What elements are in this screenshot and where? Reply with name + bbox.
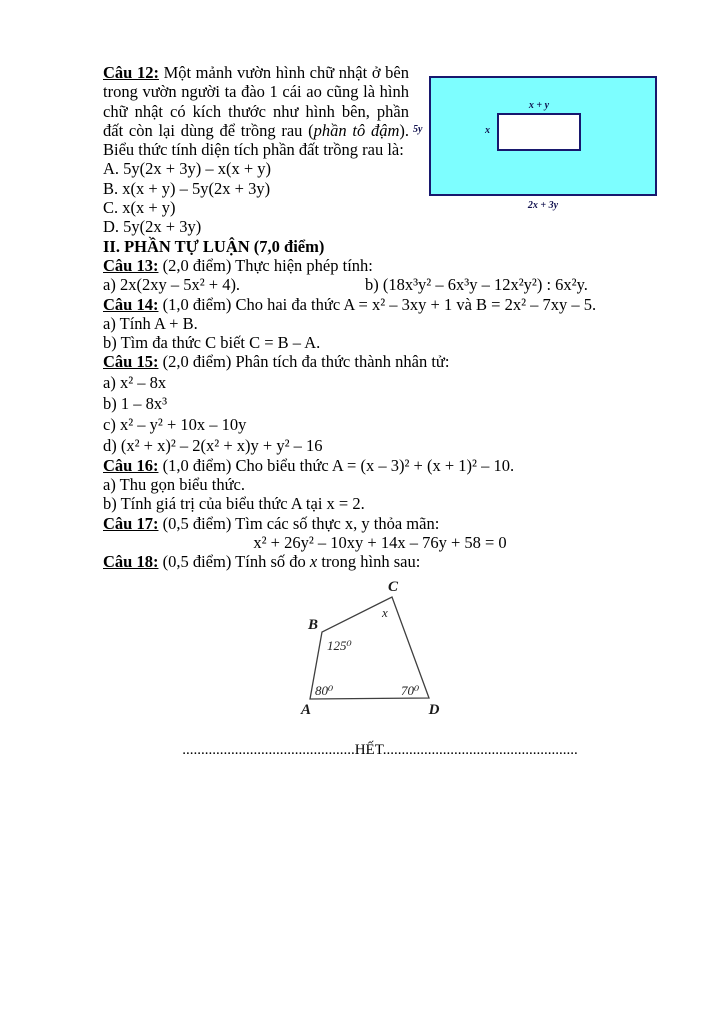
q12-option-b: B. x(x + y) – 5y(2x + 3y) [103, 178, 271, 198]
question-14-label: Câu 14: [103, 294, 159, 314]
question-18-label: Câu 18: [103, 552, 159, 572]
question-13-intro: (2,0 điểm) Thực hiện phép tính: [158, 255, 373, 275]
question-14-part-b: b) Tìm đa thức C biết C = B – A. [103, 333, 321, 353]
question-15-part-c: c) x² – y² + 10x – 10y [103, 414, 247, 434]
question-17-heading [103, 514, 657, 533]
figure-inner-height-label: x [485, 125, 490, 136]
question-15-part-b: b) 1 – 8x³ [103, 393, 168, 413]
question-18-intro: (0,5 điểm) Tính số đo [158, 552, 310, 572]
question-12-label: Câu 12: [103, 63, 159, 82]
question-15-part-d: d) (x² + x)² – 2(x² + x)y + y² – 16 [103, 435, 323, 455]
question-13-part-b: b) (18x³y² – 6x³y – 12x²y²) : 6x²y. [365, 275, 588, 295]
q12-garden-figure [413, 66, 657, 214]
garden-outer-rectangle [429, 76, 657, 196]
quadrilateral-svg [285, 577, 455, 729]
q12-option-a: A. 5y(2x + 3y) – x(x + y) [103, 159, 272, 179]
question-16-part-b: b) Tính giá trị của biểu thức A tại x = 2. [103, 494, 365, 514]
question-18-intro-end: trong hình sau: [317, 552, 421, 572]
section-2-heading: II. PHẦN TỰ LUẬN (7,0 điểm) [103, 236, 325, 256]
question-17-equation: x² + 26y² – 10xy + 14x – 76y + 58 = 0 [253, 532, 507, 552]
q18-quadrilateral-figure [285, 577, 455, 729]
end-of-exam-line: ..............................................HẾT.................................................... [182, 741, 578, 758]
question-15-intro: (2,0 điểm) Phân tích đa thức thành nhân tử: [158, 352, 450, 372]
q12-option-c: C. x(x + y) [103, 198, 176, 218]
question-18-variable: x [309, 552, 318, 572]
question-13-label: Câu 13: [103, 255, 159, 275]
figure-outer-height-label: 5y [413, 124, 423, 135]
figure-outer-width-label: 2x + 3y [527, 200, 559, 211]
question-13-heading [103, 256, 657, 275]
vertex-b-label: B [307, 616, 319, 633]
question-12-text-end: ). Biểu thức tính diện tích phần đất trồng rau là: [103, 120, 409, 160]
question-16-label: Câu 16: [103, 455, 159, 475]
question-17-label: Câu 17: [103, 513, 159, 533]
question-13-parts [103, 275, 657, 294]
question-13-part-a: a) 2x(2xy – 5x² + 4). [103, 275, 241, 295]
angle-a-label: 80⁰ [315, 682, 334, 698]
question-18-heading [103, 552, 657, 571]
question-16-intro: (1,0 điểm) Cho biểu thức A = (x – 3)² + (x + 1)² – 10. [158, 455, 515, 475]
angle-b-label: 125⁰ [327, 637, 352, 653]
figure-inner-width-label: x + y [528, 100, 550, 111]
question-14-intro: (1,0 điểm) Cho hai đa thức A = x² – 3xy + 1 và B = 2x² – 7xy – 5. [158, 294, 597, 314]
question-14-part-a: a) Tính A + B. [103, 313, 198, 333]
question-16-heading [103, 456, 657, 475]
question-17-intro: (0,5 điểm) Tìm các số thực x, y thỏa mãn: [158, 513, 440, 533]
angle-c-label: x [382, 604, 388, 620]
question-15-part-a: a) x² – 8x [103, 372, 167, 392]
question-14-heading [103, 295, 657, 314]
question-12-text: Một mảnh vườn hình chữ nhật ở bên trong vườn người ta đào 1 cái ao cũng là hình chữ nhật có kích thước như hình bên, phần đất còn lại dùng để trồng rau ( [103, 63, 409, 140]
question-15-label: Câu 15: [103, 352, 159, 372]
exam-content [103, 63, 657, 760]
vertex-c-label: C [387, 578, 399, 595]
vertex-a-label: A [300, 701, 312, 718]
angle-d-label: 70⁰ [401, 682, 420, 698]
question-12-italic-note: phần tô đậm [313, 120, 400, 140]
question-15-heading [103, 352, 657, 371]
vertex-d-label: D [428, 701, 440, 718]
question-16-part-a: a) Thu gọn biểu thức. [103, 475, 245, 495]
pond-inner-rectangle [497, 113, 581, 151]
q12-option-d: D. 5y(2x + 3y) [103, 217, 202, 237]
